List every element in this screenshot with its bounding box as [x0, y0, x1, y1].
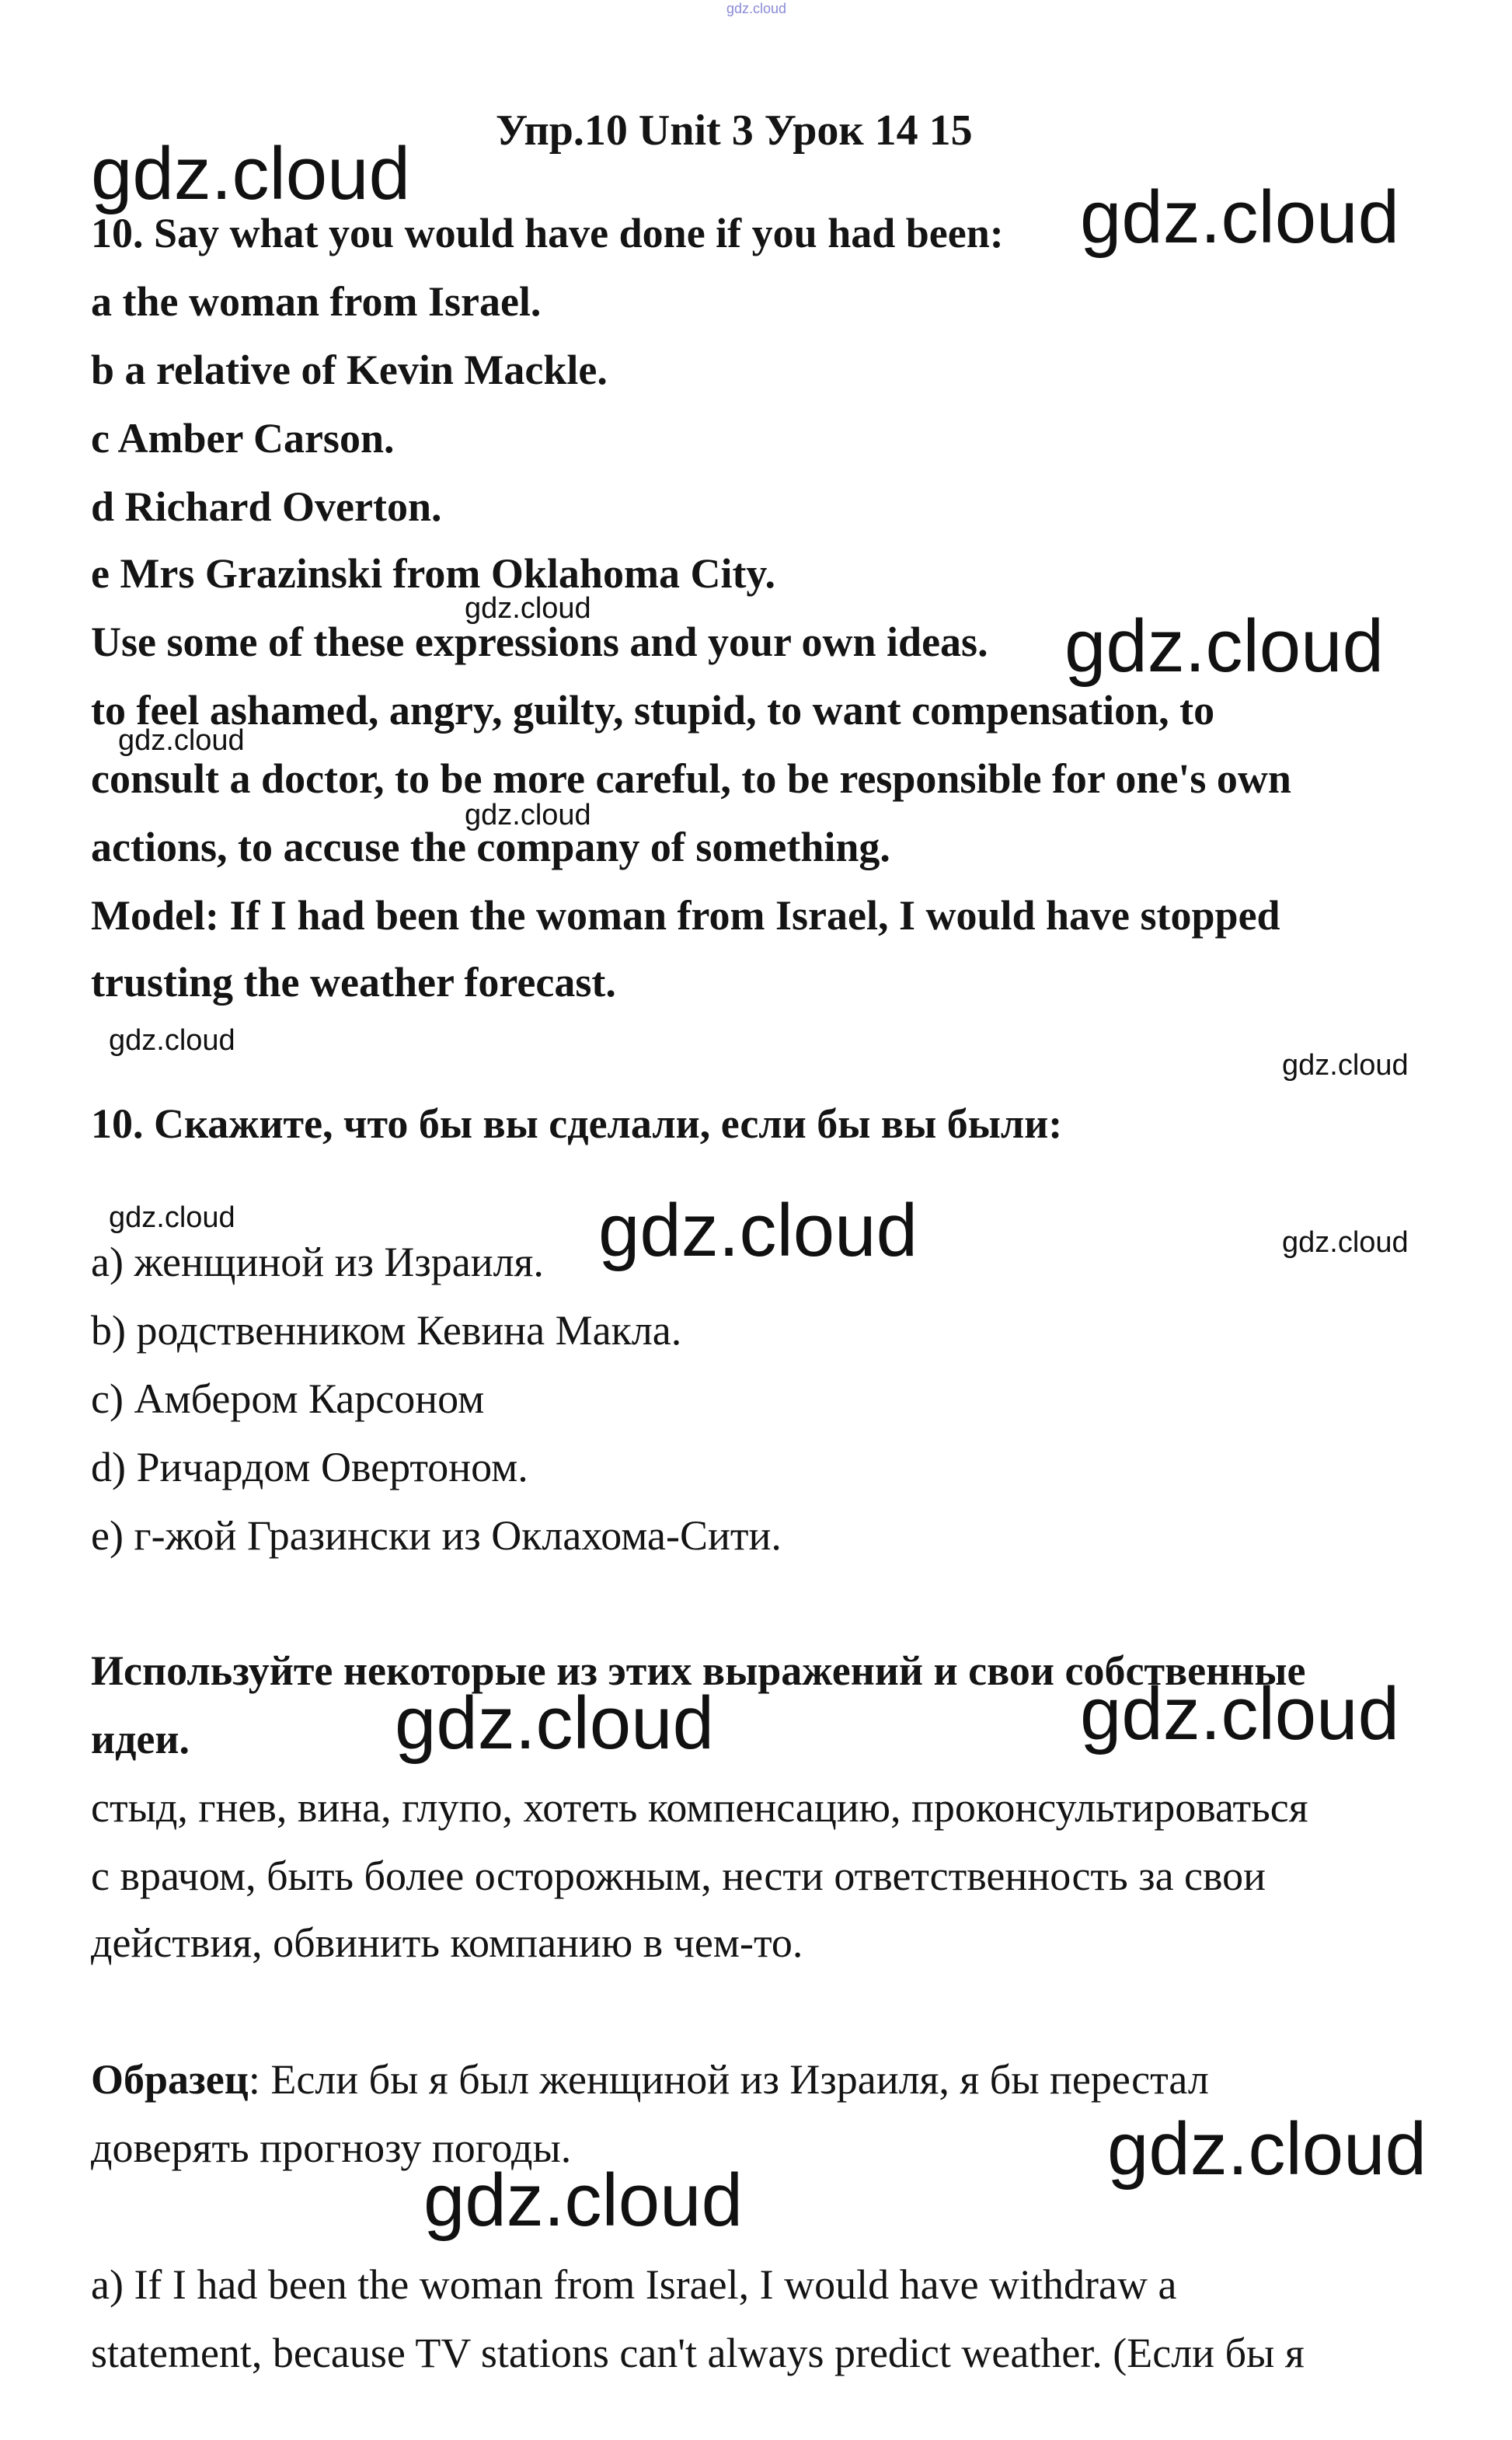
english-item-a: a the woman from Israel. [91, 278, 542, 325]
watermark: gdz.cloud [465, 592, 591, 625]
english-item-d: d Richard Overton. [91, 483, 442, 530]
english-item-b: b a relative of Kevin Mackle. [91, 347, 608, 393]
watermark: gdz.cloud [1080, 1672, 1399, 1755]
english-expressions-line-2: consult a doctor, to be more careful, to be responsible for one's own [91, 755, 1291, 802]
watermark: gdz.cloud [465, 799, 591, 831]
russian-model-text: : Если бы я был женщиной из Израиля, я бы перестал [248, 2056, 1209, 2103]
russian-expressions-line-1: стыд, гнев, вина, глупо, хотеть компенсацию, проконсультироваться [91, 1784, 1308, 1831]
russian-expressions-line-2: с врачом, быть более осторожным, нести ответственность за свои [91, 1853, 1266, 1899]
russian-item-b: b) родственником Кевина Макла. [91, 1307, 682, 1354]
russian-item-e: e) г-жой Гразински из Оклахома-Сити. [91, 1512, 782, 1559]
english-expressions-line-1: to feel ashamed, angry, guilty, stupid, to want compensation, to [91, 687, 1215, 734]
english-task: 10. Say what you would have done if you had been: [91, 210, 1004, 256]
watermark: gdz.cloud [598, 1189, 918, 1272]
watermark: gdz.cloud [91, 132, 410, 215]
english-expressions-line-3: actions, to accuse the company of something. [91, 824, 890, 870]
watermark: gdz.cloud [118, 724, 245, 757]
page-title: Упр.10 Unit 3 Урок 14 15 [496, 106, 973, 155]
russian-model-line-2: доверять прогнозу погоды. [91, 2125, 572, 2171]
russian-item-a: a) женщиной из Израиля. [91, 1239, 544, 1285]
russian-instruction-line-1: Используйте некоторые из этих выражений и свои собственные [91, 1647, 1306, 1694]
watermark: gdz.cloud [1282, 1226, 1409, 1259]
answer-line-2: statement, because TV stations can't always predict weather. (Если бы я [91, 2330, 1305, 2376]
watermark: gdz.cloud [395, 1682, 714, 1765]
english-item-c: c Amber Carson. [91, 415, 395, 462]
russian-model-line-1 [91, 2055, 1209, 2104]
english-model-line-1: Model: If I had been the woman from Israel, I would have stopped [91, 892, 1280, 939]
watermark: gdz.cloud [1064, 605, 1384, 688]
russian-task: 10. Скажите, что бы вы сделали, если бы вы были: [91, 1100, 1063, 1147]
russian-item-d: d) Ричардом Овертоном. [91, 1444, 528, 1490]
russian-item-c: c) Амбером Карсоном [91, 1375, 485, 1422]
russian-model-label: Образец [91, 2056, 249, 2103]
english-model-line-2: trusting the weather forecast. [91, 959, 616, 1006]
top-watermark: gdz.cloud [726, 1, 787, 16]
watermark: gdz.cloud [423, 2159, 743, 2242]
english-item-e: e Mrs Grazinski from Oklahoma City. [91, 550, 775, 597]
watermark: gdz.cloud [109, 1024, 235, 1057]
watermark: gdz.cloud [1107, 2107, 1427, 2191]
watermark: gdz.cloud [1080, 176, 1399, 259]
english-instruction: Use some of these expressions and your own ideas. [91, 619, 988, 665]
russian-instruction-line-2: идеи. [91, 1716, 190, 1762]
watermark: gdz.cloud [109, 1201, 235, 1234]
answer-line-1: a) If I had been the woman from Israel, I would have withdraw a [91, 2261, 1177, 2308]
russian-expressions-line-3: действия, обвинить компанию в чем-то. [91, 1919, 803, 1966]
watermark: gdz.cloud [1282, 1049, 1409, 1082]
